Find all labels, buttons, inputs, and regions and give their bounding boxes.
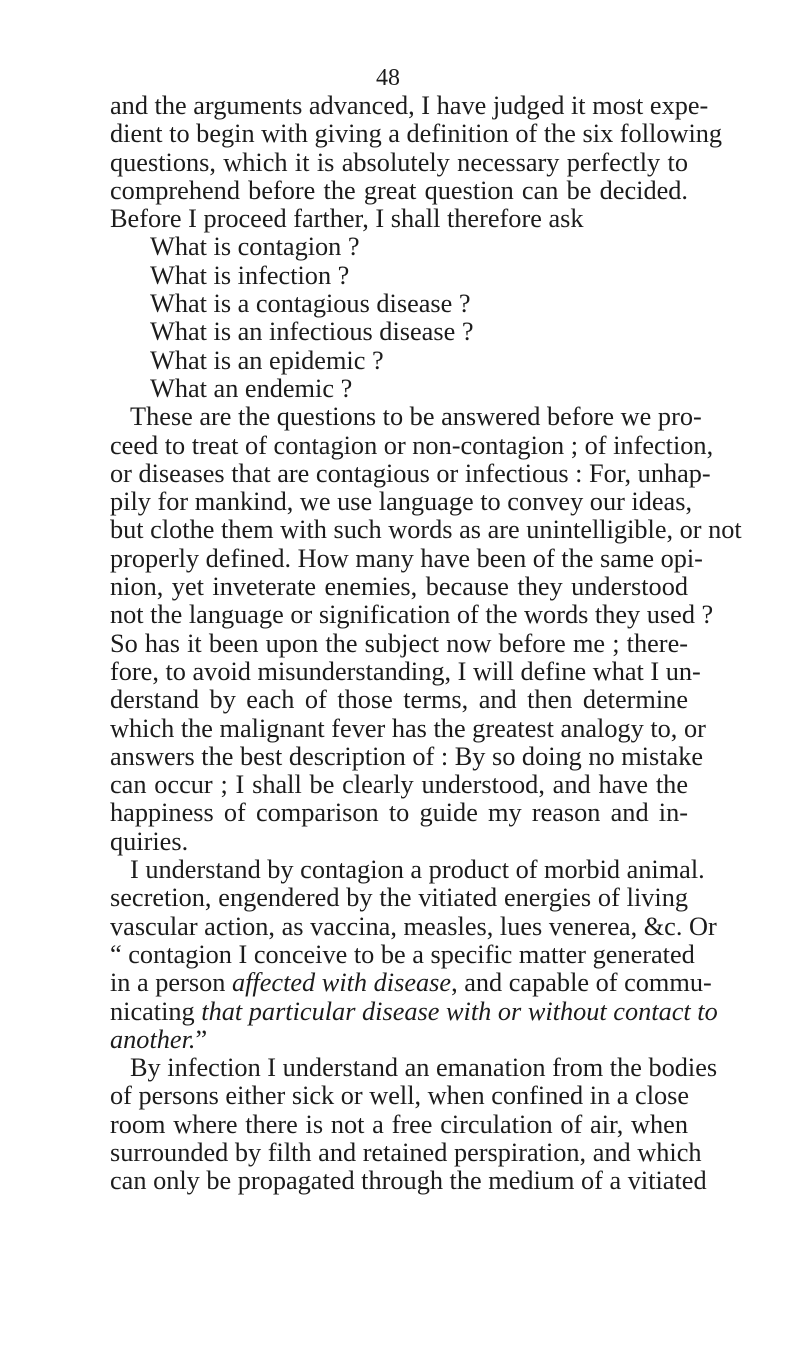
- text-line: but clothe them with such words as are unintelligible, or not: [110, 515, 742, 545]
- text-line: By infection I understand an emanation from the bodies: [130, 1053, 718, 1083]
- text-line: not the language or signification of the words they used ?: [110, 600, 714, 630]
- quote-line: “ contagion I conceive to be a specific matter generated: [110, 939, 695, 969]
- text-line: comprehend before the great question can be decided.: [110, 175, 688, 205]
- text-line: or diseases that are contagious or infectious : For, unhap-: [110, 458, 711, 488]
- quote-line: in a person affected with disease, and capable of commu-: [110, 968, 712, 998]
- text-line: These are the questions to be answered before we pro-: [130, 402, 702, 432]
- text-line: What is an infectious disease ?: [150, 317, 474, 347]
- text-line: surrounded by filth and retained perspiration, and which: [110, 1137, 702, 1167]
- italic-phrase: another.: [110, 1024, 196, 1054]
- text-line: What is a contagious disease ?: [150, 289, 471, 319]
- text-line: dient to begin with giving a definition of the six following: [110, 119, 723, 149]
- text-line: quiries.: [110, 826, 189, 856]
- text-line: ceed to treat of contagion or non-contagion ; of infection,: [110, 430, 714, 460]
- text-line: What an endemic ?: [150, 373, 353, 403]
- text-line: I understand by contagion a product of morbid animal.: [130, 855, 705, 885]
- text-line: vascular action, as vaccina, measles, lues venerea, &c. Or: [110, 911, 717, 941]
- text-line: properly defined. How many have been of the same opi-: [110, 543, 703, 573]
- text-line: answers the best description of : By so doing no mistake: [110, 741, 704, 771]
- text-line: questions, which it is absolutely necessary perfectly to: [110, 147, 688, 177]
- italic-phrase: that particular disease with or without contact to: [201, 996, 718, 1026]
- text-line: So has it been upon the subject now before me ; there-: [110, 628, 688, 658]
- text-line: derstand by each of those terms, and then determine: [110, 685, 688, 715]
- text-line: happiness of comparison to guide my reason and in-: [110, 798, 688, 828]
- text-line: can only be propagated through the medium of a vitiated: [110, 1166, 707, 1196]
- text-line: What is an epidemic ?: [150, 345, 384, 375]
- text-line: What is infection ?: [150, 260, 350, 290]
- text-line: of persons either sick or well, when confined in a close: [110, 1081, 690, 1111]
- quote-line: another.”: [110, 1024, 208, 1054]
- text-line: Before I proceed farther, I shall therefore ask: [110, 204, 584, 234]
- body-text: [110, 91, 742, 1196]
- text-line: What is contagion ?: [150, 232, 360, 262]
- text-line: can occur ; I shall be clearly understood, and have the: [110, 770, 688, 800]
- text-line: fore, to avoid misunderstanding, I will define what I un-: [110, 656, 701, 686]
- text-line: nion, yet inveterate enemies, because they understood: [110, 572, 688, 602]
- text-line: and the arguments advanced, I have judged it most expe-: [110, 91, 709, 120]
- page-number: 48: [376, 65, 400, 91]
- text-line: secretion, engendered by the vitiated energies of living: [110, 883, 688, 913]
- text-line: which the malignant fever has the greatest analogy to, or: [110, 713, 706, 743]
- italic-phrase: affected with disease: [231, 968, 452, 998]
- text-line: room where there is not a free circulation of air, when: [110, 1109, 688, 1139]
- quote-line: nicating that particular disease with or without contact to: [110, 996, 718, 1026]
- text-line: pily for mankind, we use language to convey our ideas,: [110, 487, 693, 517]
